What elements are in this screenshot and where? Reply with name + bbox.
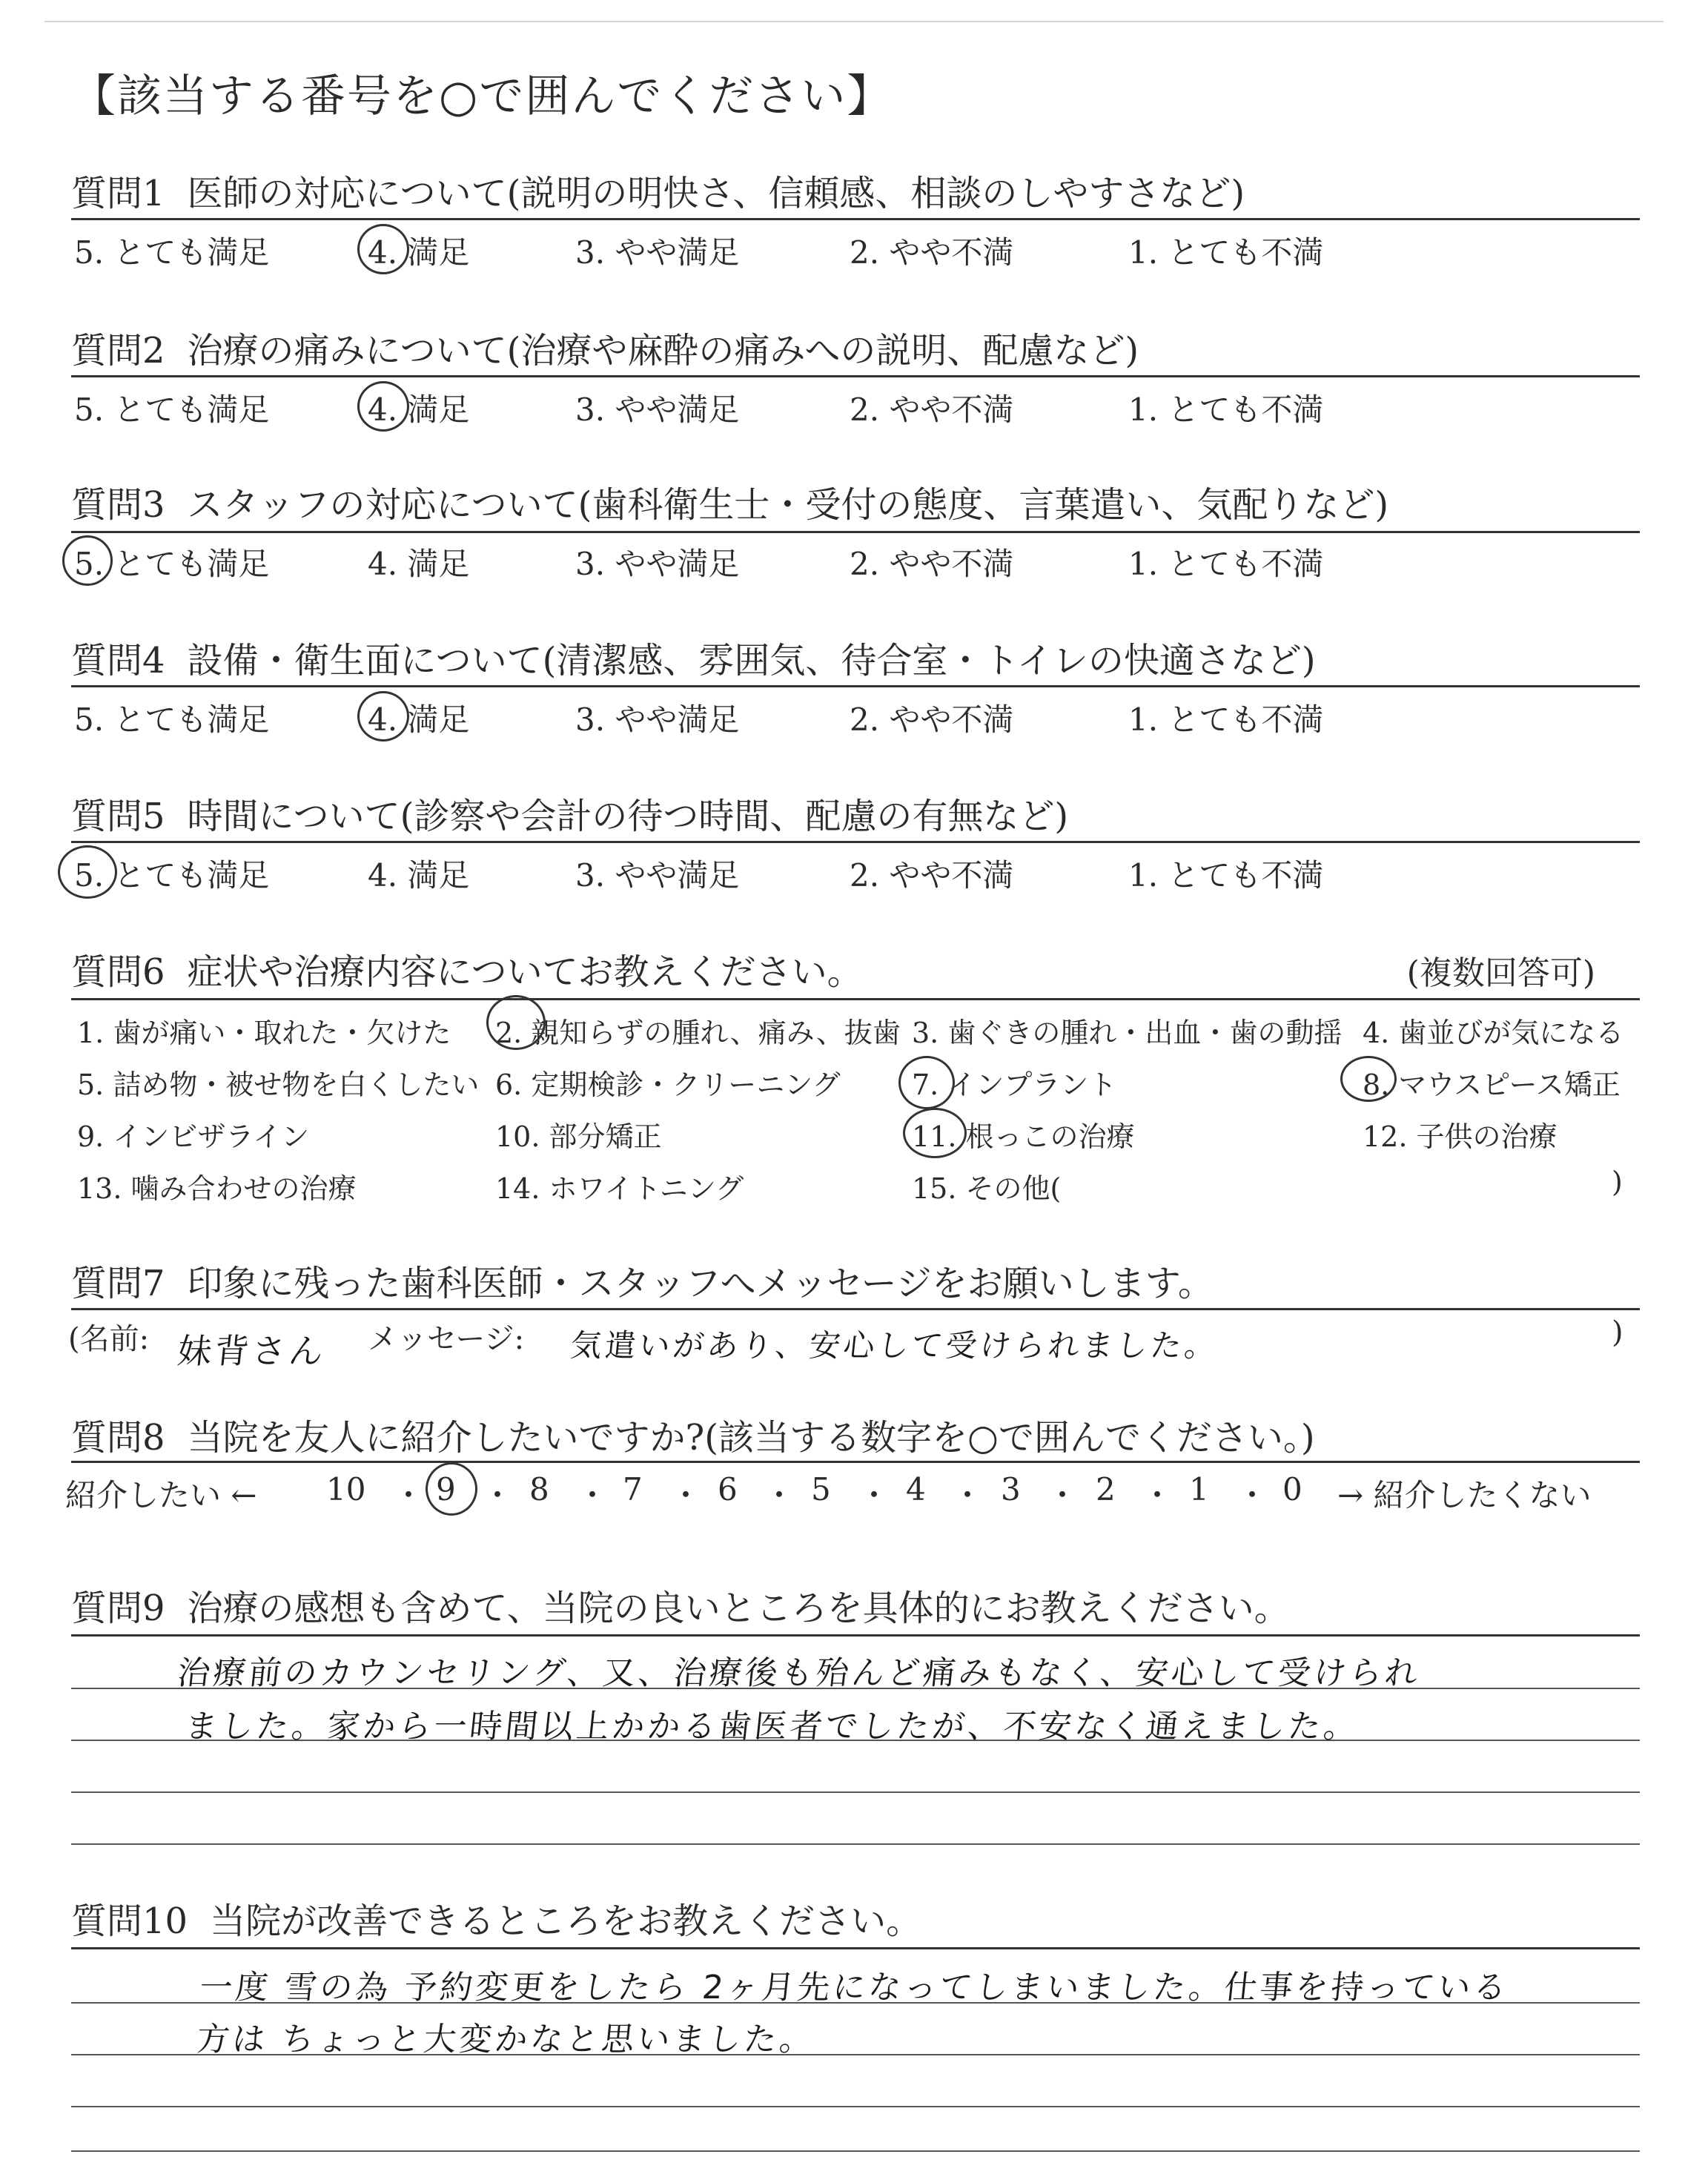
option-4[interactable]: 4. 満足 (368, 392, 470, 428)
divider (71, 218, 1640, 220)
answer-line (71, 2106, 1640, 2107)
option-3[interactable]: 3. やや満足 (575, 392, 740, 428)
option-4[interactable]: 4. 歯並びが気になる (1363, 1017, 1624, 1049)
option-2[interactable]: 2. 親知らずの腫れ、痛み、抜歯 (495, 1017, 901, 1049)
question-text: 当院が改善できるところをお教えください。 (210, 1900, 922, 1942)
question-6 (71, 943, 863, 994)
scale-2[interactable]: 2 (1096, 1471, 1116, 1507)
divider (71, 685, 1640, 687)
option-4[interactable]: 4. 満足 (368, 546, 470, 582)
divider (71, 998, 1640, 1000)
selection-circle (62, 535, 113, 586)
option-8[interactable]: 8. マウスピース矯正 (1363, 1069, 1621, 1101)
scale-3[interactable]: 3 (1001, 1471, 1021, 1507)
divider (71, 1947, 1640, 1949)
selection-circle (357, 224, 409, 274)
message-value[interactable]: 気遣いがあり、安心して受けられました。 (569, 1327, 1221, 1364)
question-number: 質問10 (71, 1900, 188, 1942)
question-number: 質問5 (71, 796, 165, 837)
option-10[interactable]: 10. 部分矯正 (495, 1120, 662, 1153)
scale-dot: ・ (764, 1477, 795, 1513)
q9-answer-line-2[interactable]: ました。家から一時間以上かかる歯医者でしたが、不安なく通えました。 (182, 1708, 1362, 1745)
scale-dot: ・ (1047, 1477, 1079, 1513)
question-9 (71, 1579, 1290, 1631)
question-10 (71, 1892, 921, 1943)
scale-4[interactable]: 4 (906, 1471, 926, 1507)
recommend-left-label: 紹介したい ← (65, 1477, 257, 1513)
q9-answer-line-1[interactable]: 治療前のカウンセリング、又、治療後も殆んど痛みもなく、安心して受けられ (175, 1654, 1423, 1692)
option-5[interactable]: 5. とても満足 (74, 234, 270, 271)
q10-answer-line-2[interactable]: 方は ちょっと大変かなと思いました。 (194, 2021, 818, 2058)
selection-circle (357, 691, 409, 742)
recommend-right-label: → 紹介したくない (1337, 1477, 1592, 1513)
top-border (44, 21, 1664, 22)
option-3[interactable]: 3. 歯ぐきの腫れ・出血・歯の動揺 (912, 1017, 1343, 1049)
option-5[interactable]: 5. とても満足 (74, 392, 270, 428)
option-9[interactable]: 9. インビザライン (77, 1120, 310, 1153)
question-text: 治療の痛みについて(治療や麻酔の痛みへの説明、配慮など) (187, 330, 1139, 371)
q10-answer-line-1[interactable]: 一度 雪の為 予約変更をしたら 2ヶ月先になってしまいました。仕事を持っている (197, 1969, 1512, 2007)
divider (71, 1308, 1640, 1310)
option-4[interactable]: 4. 満足 (368, 701, 470, 738)
option-3[interactable]: 3. やや満足 (575, 857, 740, 894)
question-number: 質問7 (71, 1263, 165, 1304)
scale-0[interactable]: 0 (1282, 1471, 1302, 1507)
scale-dot: ・ (1237, 1477, 1268, 1513)
selection-circle (903, 1108, 967, 1158)
question-7 (71, 1255, 1214, 1306)
option-5[interactable]: 5. とても満足 (74, 701, 270, 738)
question-number: 質問8 (71, 1417, 165, 1459)
divider (71, 375, 1640, 377)
option-1[interactable]: 1. とても不満 (1128, 392, 1324, 428)
divider (71, 1634, 1640, 1636)
question-2 (71, 322, 1139, 373)
selection-circle (357, 381, 409, 432)
selection-circle (426, 1462, 477, 1516)
option-5[interactable]: 5. とても満足 (74, 857, 270, 894)
question-text: 当院を友人に紹介したいですか?(該当する数字を○で囲んでください。) (187, 1417, 1315, 1459)
question-text: 医師の対応について(説明の明快さ、信頼感、相談のしやすさなど) (187, 173, 1245, 214)
document-title: 【該当する番号を○で囲んでください】 (71, 70, 893, 122)
scale-dot: ・ (670, 1477, 702, 1513)
question-text: 印象に残った歯科医師・スタッフへメッセージをお願いします。 (187, 1263, 1214, 1304)
option-2[interactable]: 2. やや不満 (850, 857, 1014, 894)
answer-line (71, 2150, 1640, 2152)
question-number: 質問4 (71, 640, 165, 681)
option-1[interactable]: 1. とても不満 (1128, 857, 1324, 894)
option-1[interactable]: 1. とても不満 (1128, 234, 1324, 271)
question-number: 質問1 (71, 173, 165, 214)
option-1[interactable]: 1. 歯が痛い・取れた・欠けた (77, 1017, 451, 1049)
scale-dot: ・ (482, 1477, 514, 1513)
divider (71, 841, 1640, 843)
option-2[interactable]: 2. やや不満 (850, 701, 1014, 738)
option-4[interactable]: 4. 満足 (368, 234, 470, 271)
option-2[interactable]: 2. やや不満 (850, 392, 1014, 428)
scale-5[interactable]: 5 (811, 1471, 831, 1507)
question-text: 設備・衛生面について(清潔感、雰囲気、待合室・トイレの快適さなど) (187, 640, 1316, 681)
multiple-answers-note: (複数回答可) (1406, 954, 1595, 992)
option-6[interactable]: 6. 定期検診・クリーニング (495, 1069, 841, 1101)
option-11[interactable]: 11. 根っこの治療 (912, 1120, 1135, 1153)
other-close-paren: ) (1612, 1166, 1623, 1198)
scale-1[interactable]: 1 (1189, 1471, 1209, 1507)
option-12[interactable]: 12. 子供の治療 (1363, 1120, 1558, 1153)
divider (71, 1461, 1640, 1463)
option-13[interactable]: 13. 噛み合わせの治療 (77, 1172, 357, 1205)
scale-dot: ・ (1142, 1477, 1174, 1513)
scale-6[interactable]: 6 (718, 1471, 738, 1507)
question-text: 症状や治療内容についてお教えください。 (187, 951, 863, 993)
scale-7[interactable]: 7 (623, 1471, 643, 1507)
question-number: 質問2 (71, 330, 165, 371)
scale-dot: ・ (393, 1477, 425, 1513)
message-close-paren: ) (1612, 1315, 1623, 1350)
option-1[interactable]: 1. とても不満 (1128, 701, 1324, 738)
question-1 (71, 165, 1245, 216)
scale-dot: ・ (858, 1477, 890, 1513)
selection-circle (898, 1056, 955, 1109)
question-text: 時間について(診察や会計の待つ時間、配慮の有無など) (187, 796, 1069, 837)
scale-8[interactable]: 8 (529, 1471, 549, 1507)
question-number: 質問3 (71, 484, 165, 526)
selection-circle (58, 845, 117, 899)
question-number: 質問6 (71, 951, 165, 993)
name-label: (名前: (68, 1322, 150, 1356)
message-label: メッセージ: (368, 1322, 525, 1356)
scale-10[interactable]: 10 (326, 1471, 366, 1507)
question-5 (71, 787, 1068, 839)
scale-9[interactable]: 9 (436, 1471, 456, 1507)
option-4[interactable]: 4. 満足 (368, 857, 470, 894)
option-5[interactable]: 5. とても満足 (74, 546, 270, 582)
option-5[interactable]: 5. 詰め物・被せ物を白くしたい (77, 1069, 480, 1101)
option-2[interactable]: 2. やや不満 (850, 234, 1014, 271)
question-8 (71, 1409, 1315, 1460)
answer-line (71, 1791, 1640, 1793)
question-number: 質問9 (71, 1588, 165, 1629)
option-15[interactable]: 15. その他( (912, 1172, 1062, 1205)
question-3 (71, 476, 1388, 527)
name-value[interactable]: 妹背さん (175, 1331, 328, 1371)
scale-dot: ・ (577, 1477, 609, 1513)
question-text: スタッフの対応について(歯科衛生士・受付の態度、言葉遣い、気配りなど) (187, 484, 1389, 526)
divider (71, 531, 1640, 533)
option-14[interactable]: 14. ホワイトニング (495, 1172, 744, 1205)
selection-circle (1340, 1056, 1397, 1102)
option-3[interactable]: 3. やや満足 (575, 234, 740, 271)
option-3[interactable]: 3. やや満足 (575, 546, 740, 582)
question-4 (71, 632, 1316, 683)
question-text: 治療の感想も含めて、当院の良いところを具体的にお教えください。 (187, 1588, 1290, 1629)
option-1[interactable]: 1. とても不満 (1128, 546, 1324, 582)
option-3[interactable]: 3. やや満足 (575, 701, 740, 738)
answer-line (71, 1843, 1640, 1845)
scale-dot: ・ (952, 1477, 984, 1513)
option-7[interactable]: 7. インプラント (912, 1069, 1117, 1101)
option-2[interactable]: 2. やや不満 (850, 546, 1014, 582)
selection-circle (486, 995, 546, 1050)
